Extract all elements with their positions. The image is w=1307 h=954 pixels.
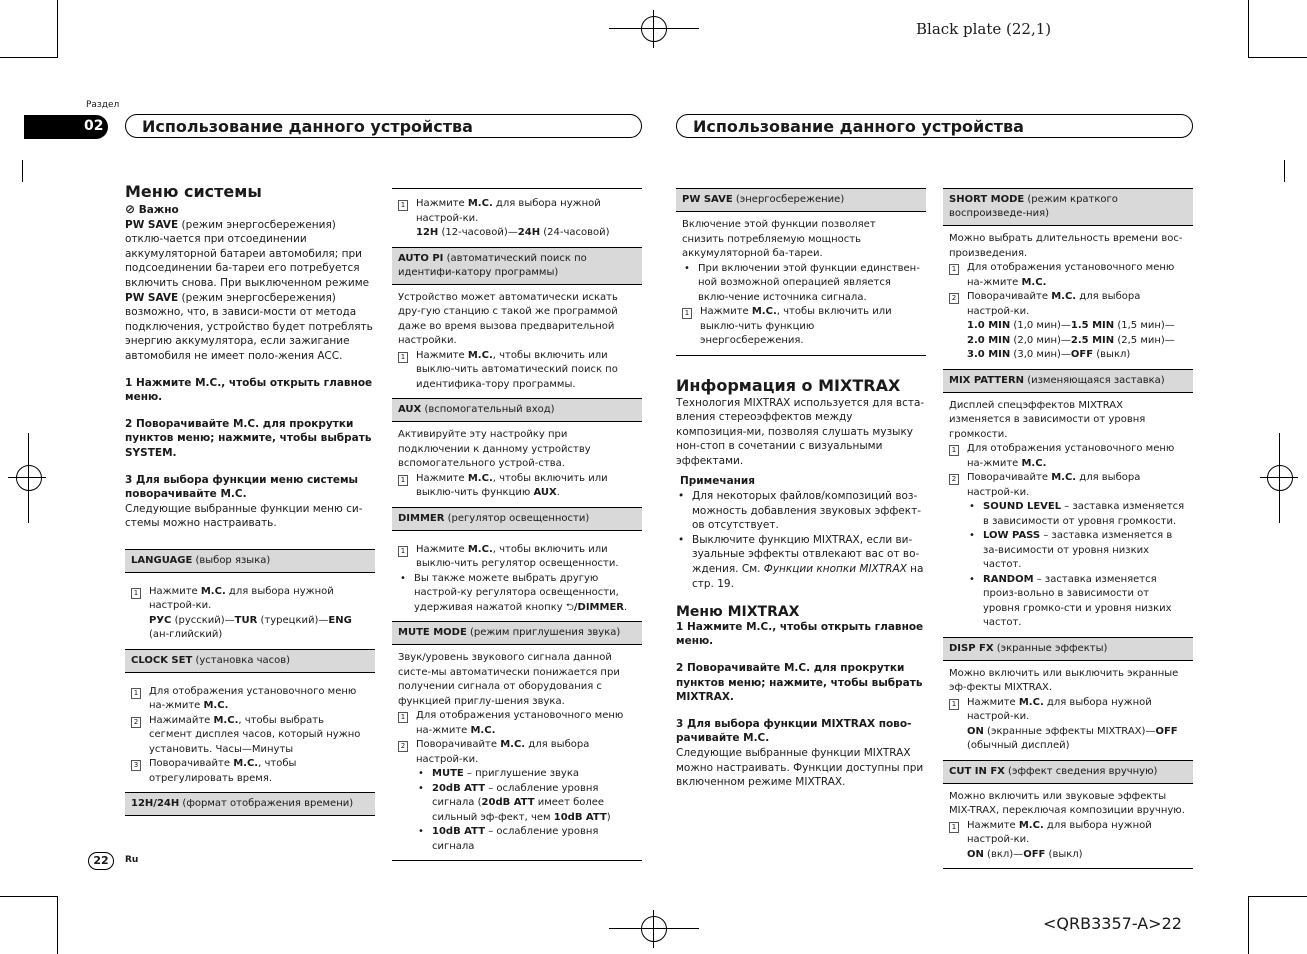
mixtrax-info-title: Информация о MIXTRAX [676, 375, 901, 395]
table-body-pw-save: Включение этой функции позволяет снизить потребляемую мощность аккумуляторной ба-тареи. • При включении этой функции единствен-ной возможной операцией является вклю-чение источника сигнала. 1 Нажмите M.C., чтобы включить или выклю-чить функцию энергосбережения. [676, 212, 926, 356]
mixtrax-info-text: Технология MIXTRAX используется для вста-вления стереоэффектов между композиция-ми, позволяя слушать музыку нон-стоп в сочетании с визуальными эффектами. [676, 396, 925, 467]
back-icon: ⮌ [565, 601, 574, 613]
section-label: Раздел [86, 100, 120, 110]
table-body-auto-pi: Устройство может автоматически искать дру-гую станцию с такой же программой даже во время вызова предварительной настройки. 1 Нажмите M.C., чтобы включить или выклю-чить автоматический поиск по идентифика-тору программы. [392, 285, 642, 400]
registration-mark-top [641, 16, 667, 42]
important-icon: ⊘ [125, 202, 136, 216]
step-1: 1 Нажмите M.C., чтобы открыть главное меню. [125, 376, 373, 404]
important-label: ⊘ Важно [125, 202, 179, 216]
table-body-short-mode: Можно выбрать длительность времени вос-произведения. 1 Для отображения установочного меню на-жмите M.C. 2 Поворачивайте M.C. для выбора настрой-ки. 1.0 MIN (1,0 мин)—1.5 MIN (1,5 мин)— 2.0 MIN (2,0 мин)—2.5 MIN (2,5 мин)— 3.0 MIN (3,0 мин)—OFF (выкл) [943, 226, 1193, 370]
header-left: Использование данного устройства [125, 114, 642, 138]
table-body-12h24h: 1 Нажмите M.C. для выбора нужной настрой-ки. 12H (12-часовой)—24H (24-часовой) [392, 188, 642, 248]
column-1 [125, 182, 375, 816]
crop-mark [1248, 896, 1249, 954]
note-1: • Для некоторых файлов/композиций воз-можность добавления звуковых эффект-ов отсутствует. [676, 489, 926, 533]
important-text: PW SAVE (режим энергосбережения) отклю-чается при отсоединении аккумуляторной батареи автомобиля; при подсоединении ба-тареи его потребуется включить снова. При выключенном режиме PW SAVE (режим энергосбережения) возможно, что, в зависи-мости от метода подключения, устройство будет потреблять энергию аккумулятора, если зажигание автомобиля не имеет поло-жения ACC. [125, 218, 373, 362]
page-number: 22 [93, 854, 109, 867]
mixtrax-step-3-text: Следующие выбранные функции MIXTRAX можно настраивать. Функции доступны при включенном режиме MIXTRAX. [676, 746, 924, 789]
system-menu-title: Меню системы [125, 182, 262, 201]
column-4 [943, 188, 1193, 869]
table-body-language: 1 Нажмите M.C. для выбора нужной настрой-ки. РУС (русский)—TUR (турецкий)—ENG (ан-глийский) [125, 573, 375, 650]
table-header-mix-pattern: MIX PATTERN (изменяющаяся заставка) [943, 370, 1193, 393]
table-header-aux: AUX (вспомогательный вход) [392, 399, 642, 422]
table-header-language: LANGUAGE (выбор языка) [125, 549, 375, 573]
column-3 [676, 188, 926, 790]
mixtrax-step-2: 2 Поворачивайте M.C. для прокрутки пунктов меню; нажмите, чтобы выбрать MIXTRAX. [676, 662, 923, 704]
table-body-clock: 1 Для отображения установочного меню на-жмите M.C. 2 Нажимайте M.C., чтобы выбрать сегмент дисплея часов, который нужно установить. Часы—Минуты 3 Поворачивайте M.C., чтобы отрегулировать время. [125, 673, 375, 794]
mixtrax-step-1: 1 Нажмите M.C., чтобы открыть главное меню. [676, 620, 924, 648]
table-body-dimmer: 1 Нажмите M.C., чтобы включить или выклю-чить регулятор освещенности. • Вы также можете выбрать другую настрой-ку регулятора освещенности, удерживая нажатой кнопку ⮌/DIMMER. [392, 531, 642, 623]
table-header-mute-mode: MUTE MODE (режим приглушения звука) [392, 622, 642, 645]
table-header-dimmer: DIMMER (регулятор освещенности) [392, 508, 642, 531]
crop-mark [22, 160, 23, 182]
table-header-cut-in-fx: CUT IN FX (эффект сведения вручную) [943, 761, 1193, 784]
crop-mark [0, 896, 58, 897]
table-body-mix-pattern: Дисплей спецэффектов MIXTRAX изменяется в зависимости от уровня громкости. 1 Для отображения установочного меню на-жмите M.C. 2 Поворачивайте M.C. для выбора настрой-ки. • SOUND LEVEL – заставка изменяется в зависимости от уровня громкости. • LOW PASS – заставка изменяется в за-висимости от уровня низких частот. • RANDOM – заставка изменяется произ-вольно в зависимости от уровня громко-сти и уровня низких частот. [943, 393, 1193, 638]
page-number-badge [88, 852, 114, 870]
crop-mark [1248, 57, 1307, 58]
table-header-short-mode: SHORT MODE (режим краткого воспроизведе-ния) [943, 188, 1193, 226]
table-body-disp-fx: Можно включить или выключить экранные эф-фекты MIXTRAX. 1 Нажмите M.C. для выбора нужной настрой-ки. ON (экранные эффекты MIXTRAX)—OFF (обычный дисплей) [943, 661, 1193, 761]
note-2: • Выключите функцию MIXTRAX, если ви-зуальные эффекты отвлекают вас от во-ждения. См. Функции кнопки MIXTRAX на стр. 19. [676, 533, 926, 591]
step-3-text: Следующие выбранные функции меню си-стемы можно настраивать. [125, 502, 363, 530]
crop-mark [1284, 160, 1285, 182]
table-body-mute-mode: Звук/уровень звукового сигнала данной систе-мы автоматически понижается при получении сигнала от оборудования с функцией приглу-шения звука. 1 Для отображения установочного меню на-жмите M.C. 2 Поворачивайте M.C. для выбора настрой-ки. • MUTE – приглушение звука • 20dB ATT – ослабление уровня сигнала (20dB ATT имеет более сильный эф-фект, чем 10dB ATT) • 10dB ATT – ослабление уровня сигнала [392, 645, 642, 861]
crop-mark [1248, 896, 1307, 897]
step-3: 3 Для выбора функции меню системы поворачивайте M.C. [125, 473, 359, 501]
registration-mark-bottom [641, 916, 667, 942]
footer-code: <QRB3357-A>22 [1043, 914, 1182, 933]
step-2: 2 Поворачивайте M.C. для прокрутки пунктов меню; нажмите, чтобы выбрать SYSTEM. [125, 417, 372, 459]
crop-mark [57, 896, 58, 954]
crop-mark [1248, 0, 1249, 58]
crop-mark [57, 0, 58, 58]
table-body-cut-in-fx: Можно включить или звуковые эффекты MIX-TRAX, переключая композиции вручную. 1 Нажмите M.C. для выбора нужной настрой-ки. ON (вкл)—OFF (выкл) [943, 784, 1193, 870]
header-right: Использование данного устройства [676, 114, 1193, 138]
column-2 [392, 188, 642, 861]
crop-mark [0, 57, 58, 58]
table-header-clock: CLOCK SET (установка часов) [125, 650, 375, 673]
section-number: 02 [84, 118, 104, 134]
notes-label: Примечания [680, 475, 756, 488]
mixtrax-menu-title: Меню MIXTRAX [676, 604, 800, 621]
section-number-badge [24, 115, 108, 139]
mixtrax-step-3: 3 Для выбора функции MIXTRAX пово-рачивайте M.C. [676, 717, 912, 745]
plate-label: Black plate (22,1) [916, 20, 1052, 38]
table-header-disp-fx: DISP FX (экранные эффекты) [943, 638, 1193, 661]
table-body-aux: Активируйте эту настройку при подключении к данному устройству вспомогательного устрой-ства. 1 Нажмите M.C., чтобы включить или выклю-чить функцию AUX. [392, 422, 642, 508]
table-header-pw-save: PW SAVE (энергосбережение) [676, 188, 926, 212]
table-header-12h24h: 12H/24H (формат отображения времени) [125, 793, 375, 816]
table-header-auto-pi: AUTO PI (автоматический поиск по идентифи-катору программы) [392, 248, 642, 285]
registration-mark-left [16, 465, 42, 491]
language-code: Ru [125, 855, 139, 865]
registration-mark-right [1267, 465, 1293, 491]
